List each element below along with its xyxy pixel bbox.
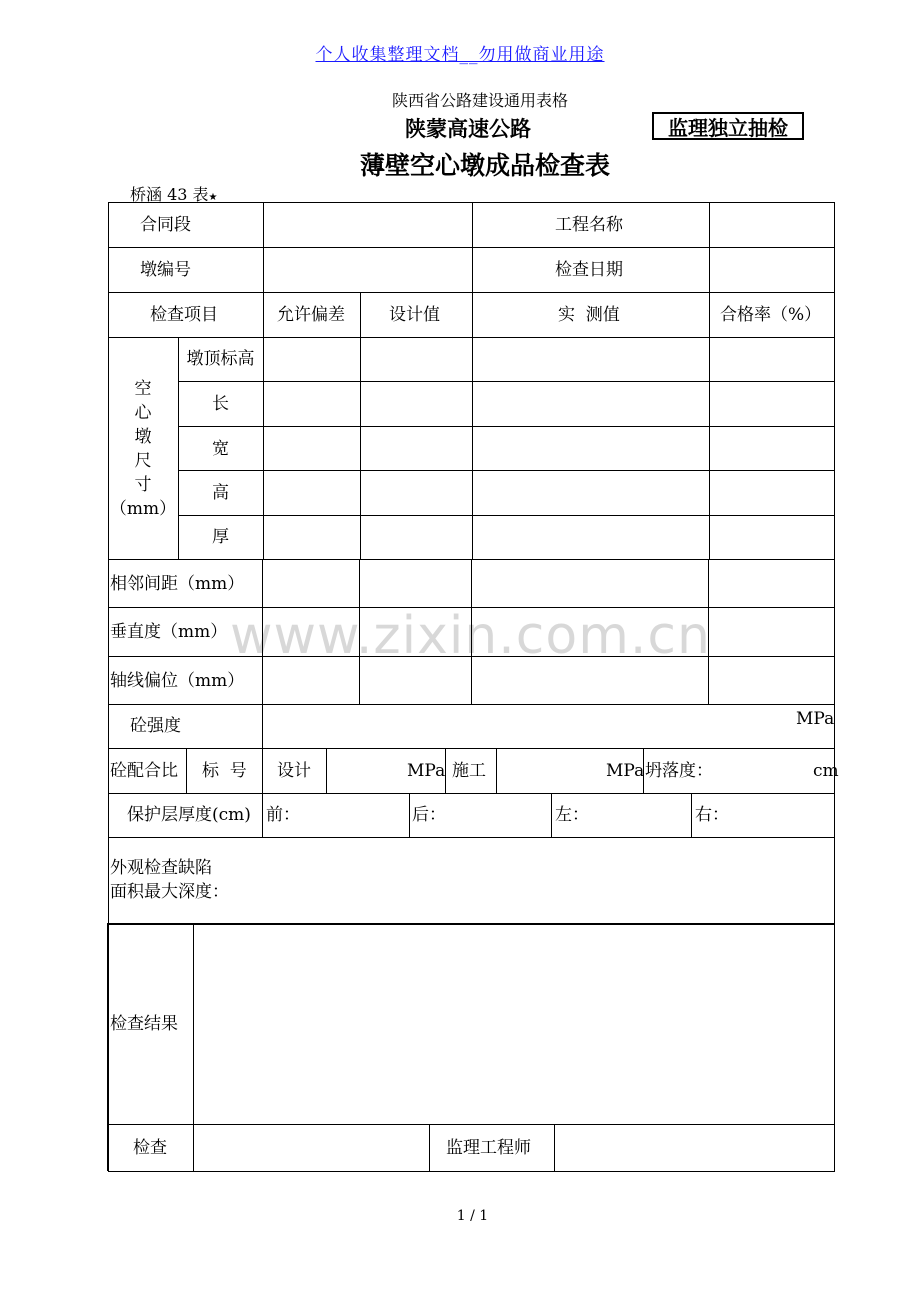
col-divider: [554, 1124, 555, 1171]
slump-label: 坍落度：: [645, 761, 713, 781]
defect-area-depth-label: 面积最大深度：: [110, 882, 229, 902]
col-divider: [326, 748, 327, 793]
mix-ratio-label: 砼配合比: [110, 761, 178, 781]
col-header-item: 检查项目: [150, 305, 218, 325]
watermark: www.zixin.com.cn: [230, 606, 711, 666]
col-divider: [429, 1124, 430, 1171]
col-divider: [186, 748, 187, 793]
size-row-label: 厚: [212, 527, 229, 547]
row-divider: [108, 704, 834, 705]
col-divider: [263, 337, 264, 559]
axis-offset-label: 轴线偏位（mm）: [110, 671, 245, 691]
group-char: 空: [134, 379, 152, 399]
row-divider: [108, 1124, 834, 1125]
col-divider: [107, 923, 109, 1171]
col-divider: [409, 793, 410, 837]
col-divider: [263, 202, 264, 337]
row-divider: [108, 337, 834, 338]
design-label: 设计: [277, 761, 311, 781]
size-row-label: 长: [212, 394, 229, 414]
row-divider: [108, 292, 834, 293]
col-divider: [359, 559, 360, 704]
row-divider: [108, 748, 834, 749]
size-row-label: 高: [212, 483, 229, 503]
col-divider: [551, 793, 552, 837]
table-border-right: [834, 202, 835, 1172]
adjacent-spacing-label: 相邻间距（mm）: [110, 574, 245, 594]
group-char: 寸: [134, 475, 152, 495]
group-char: （mm）: [109, 499, 177, 519]
row-divider: [108, 837, 834, 838]
page-number: 1 / 1: [456, 1208, 489, 1224]
concrete-strength-unit: MPa: [796, 709, 835, 729]
col-header-pass-rate: 合格率（%）: [720, 305, 822, 325]
col-divider: [360, 292, 361, 559]
col-divider: [709, 202, 710, 559]
road-name: 陕蒙高速公路: [405, 117, 531, 141]
row-divider: [108, 923, 834, 925]
col-divider: [472, 202, 473, 559]
inspection-date-label: 检查日期: [555, 260, 623, 280]
col-divider: [691, 793, 692, 837]
cover-left-label: 左：: [555, 805, 589, 825]
cover-right-label: 右：: [695, 805, 729, 825]
group-char: 尺: [134, 451, 152, 471]
concrete-strength-label: 砼强度: [130, 716, 181, 736]
project-name-label: 工程名称: [555, 215, 623, 235]
col-header-tolerance: 允许偏差: [277, 305, 345, 325]
col-divider: [471, 559, 472, 704]
grade-label: 标 号: [202, 761, 247, 781]
inspection-result-label: 检查结果: [110, 1014, 178, 1034]
group-char: 心: [134, 403, 152, 423]
cover-front-label: 前：: [266, 805, 300, 825]
contract-section-label: 合同段: [140, 215, 191, 235]
star-icon: ★: [208, 192, 218, 203]
table-border-bottom: [108, 1171, 834, 1172]
group-char: 墩: [134, 427, 152, 447]
inspector-label: 检查: [133, 1138, 167, 1158]
construction-label: 施工: [452, 761, 486, 781]
hollow-pier-size-group-label: [108, 377, 178, 521]
pier-number-label: 墩编号: [140, 260, 191, 280]
form-code-text: 桥涵 43 表: [130, 185, 209, 204]
row-divider: [108, 247, 834, 248]
form-category: 陕西省公路建设通用表格: [391, 91, 568, 110]
row-divider: [178, 470, 834, 471]
construction-mpa-unit: MPa: [606, 761, 645, 781]
col-header-measured: 实 测值: [558, 305, 620, 325]
col-divider: [262, 748, 263, 793]
col-header-design: 设计值: [389, 305, 440, 325]
page-title: 薄壁空心墩成品检查表: [359, 151, 610, 180]
col-divider: [496, 748, 497, 793]
slump-unit: cm: [813, 761, 839, 781]
design-mpa-unit: MPa: [407, 761, 446, 781]
col-divider: [708, 559, 709, 704]
verticality-label: 垂直度（mm）: [110, 622, 228, 642]
col-divider: [262, 559, 263, 704]
appearance-defects-label: 外观检查缺陷: [110, 858, 212, 878]
size-row-label: 宽: [212, 439, 229, 459]
col-divider: [262, 704, 263, 748]
row-divider: [178, 426, 834, 427]
table-border-top: [108, 202, 834, 203]
inspection-type-stamp: 监理独立抽检: [652, 112, 804, 140]
col-divider: [193, 923, 194, 1171]
cover-thickness-label: 保护层厚度(cm): [127, 805, 251, 825]
col-divider: [262, 793, 263, 837]
row-divider: [178, 515, 834, 516]
supervisor-label: 监理工程师: [446, 1138, 531, 1158]
header-watermark-link[interactable]: 个人收集整理文档__勿用做商业用途: [315, 45, 605, 65]
cover-back-label: 后：: [412, 805, 446, 825]
row-divider: [178, 381, 834, 382]
size-row-label: 墩顶标高: [186, 349, 255, 369]
row-divider: [108, 793, 834, 794]
